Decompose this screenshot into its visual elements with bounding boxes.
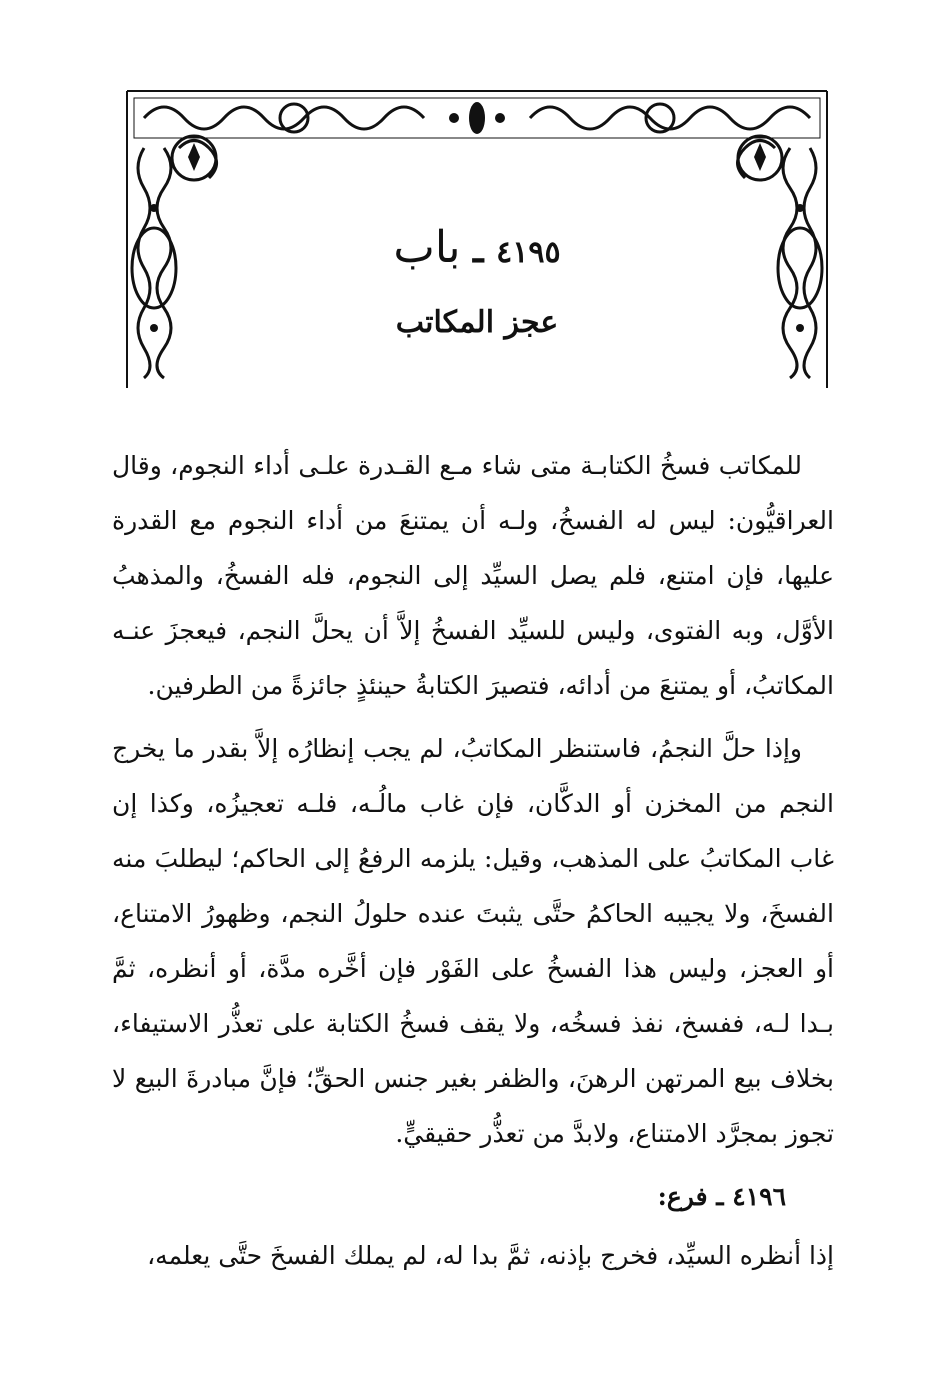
subsection-number: ٤١٩٦ xyxy=(732,1182,786,1211)
subsection-label: فرع: xyxy=(657,1182,708,1211)
subsection-heading xyxy=(112,1169,834,1224)
chapter-separator: ـ xyxy=(473,229,484,271)
subsection-separator: ـ xyxy=(716,1182,724,1211)
chapter-number: ٤١٩٥ xyxy=(496,235,561,270)
paragraph-1: للمكاتب فسخُ الكتابـة متى شاء مـع القـدرة علـى أداء النجوم، وقال العراقيُّون: ليس له الفسخُ، ولـه أن يمتنعَ من أداء النجوم مع القدرة عليها، فإن امتنع، فلم يصل السيِّد إلى النجوم، فله الفسخُ، والمذهبُ الأوَّل، وبه الفتوى، وليس للسيِّد الفسخُ إلاَّ أن يحلَّ النجم، فيعجزَ عنـه المكاتبُ، أو يمتنعَ من أدائه، فتصيرَ الكتابةُ حينئذٍ جائزةً من الطرفين. xyxy=(112,451,834,700)
chapter-heading xyxy=(124,222,830,273)
page-body xyxy=(112,438,834,1291)
chapter-label: باب xyxy=(393,222,461,273)
paragraph-2: وإذا حلَّ النجمُ، فاستنظر المكاتبُ، لم يجب إنظارُه إلاَّ بقدر ما يخرج النجم من المخزن أو الدكَّان، فإن غاب مالُـه، فلـه تعجيزُه، وكذا إن غاب المكاتبُ على المذهب، وقيل: يلزمه الرفعُ إلى الحاكم؛ ليطلبَ منه الفسخَ، ولا يجيبه الحاكمُ حتَّى يثبتَ عنده حلولُ النجم، وظهورُ الامتناع، أو العجز، وليس هذا الفسخُ على الفَوْر فإن أخَّره مدَّة، أو أنظره، ثمَّ بـدا لـه، ففسخ، نفذ فسخُه، ولا يقف فسخُ الكتابة على تعذُّر الاستيفاء، بخلاف بيع المرتهن الرهنَ، والظفر بغير جنس الحقِّ؛ فإنَّ مبادرةَ البيع لا تجوز بمجرَّد الامتناع، ولابدَّ من تعذُّر حقيقيٍّ. xyxy=(112,734,834,1148)
paragraph-3: إذا أنظره السيِّد، فخرج بإذنه، ثمَّ بدا له، لم يملك الفسخَ حتَّى يعلمه، xyxy=(147,1241,834,1270)
chapter-title: عجز المكاتب xyxy=(395,305,559,340)
